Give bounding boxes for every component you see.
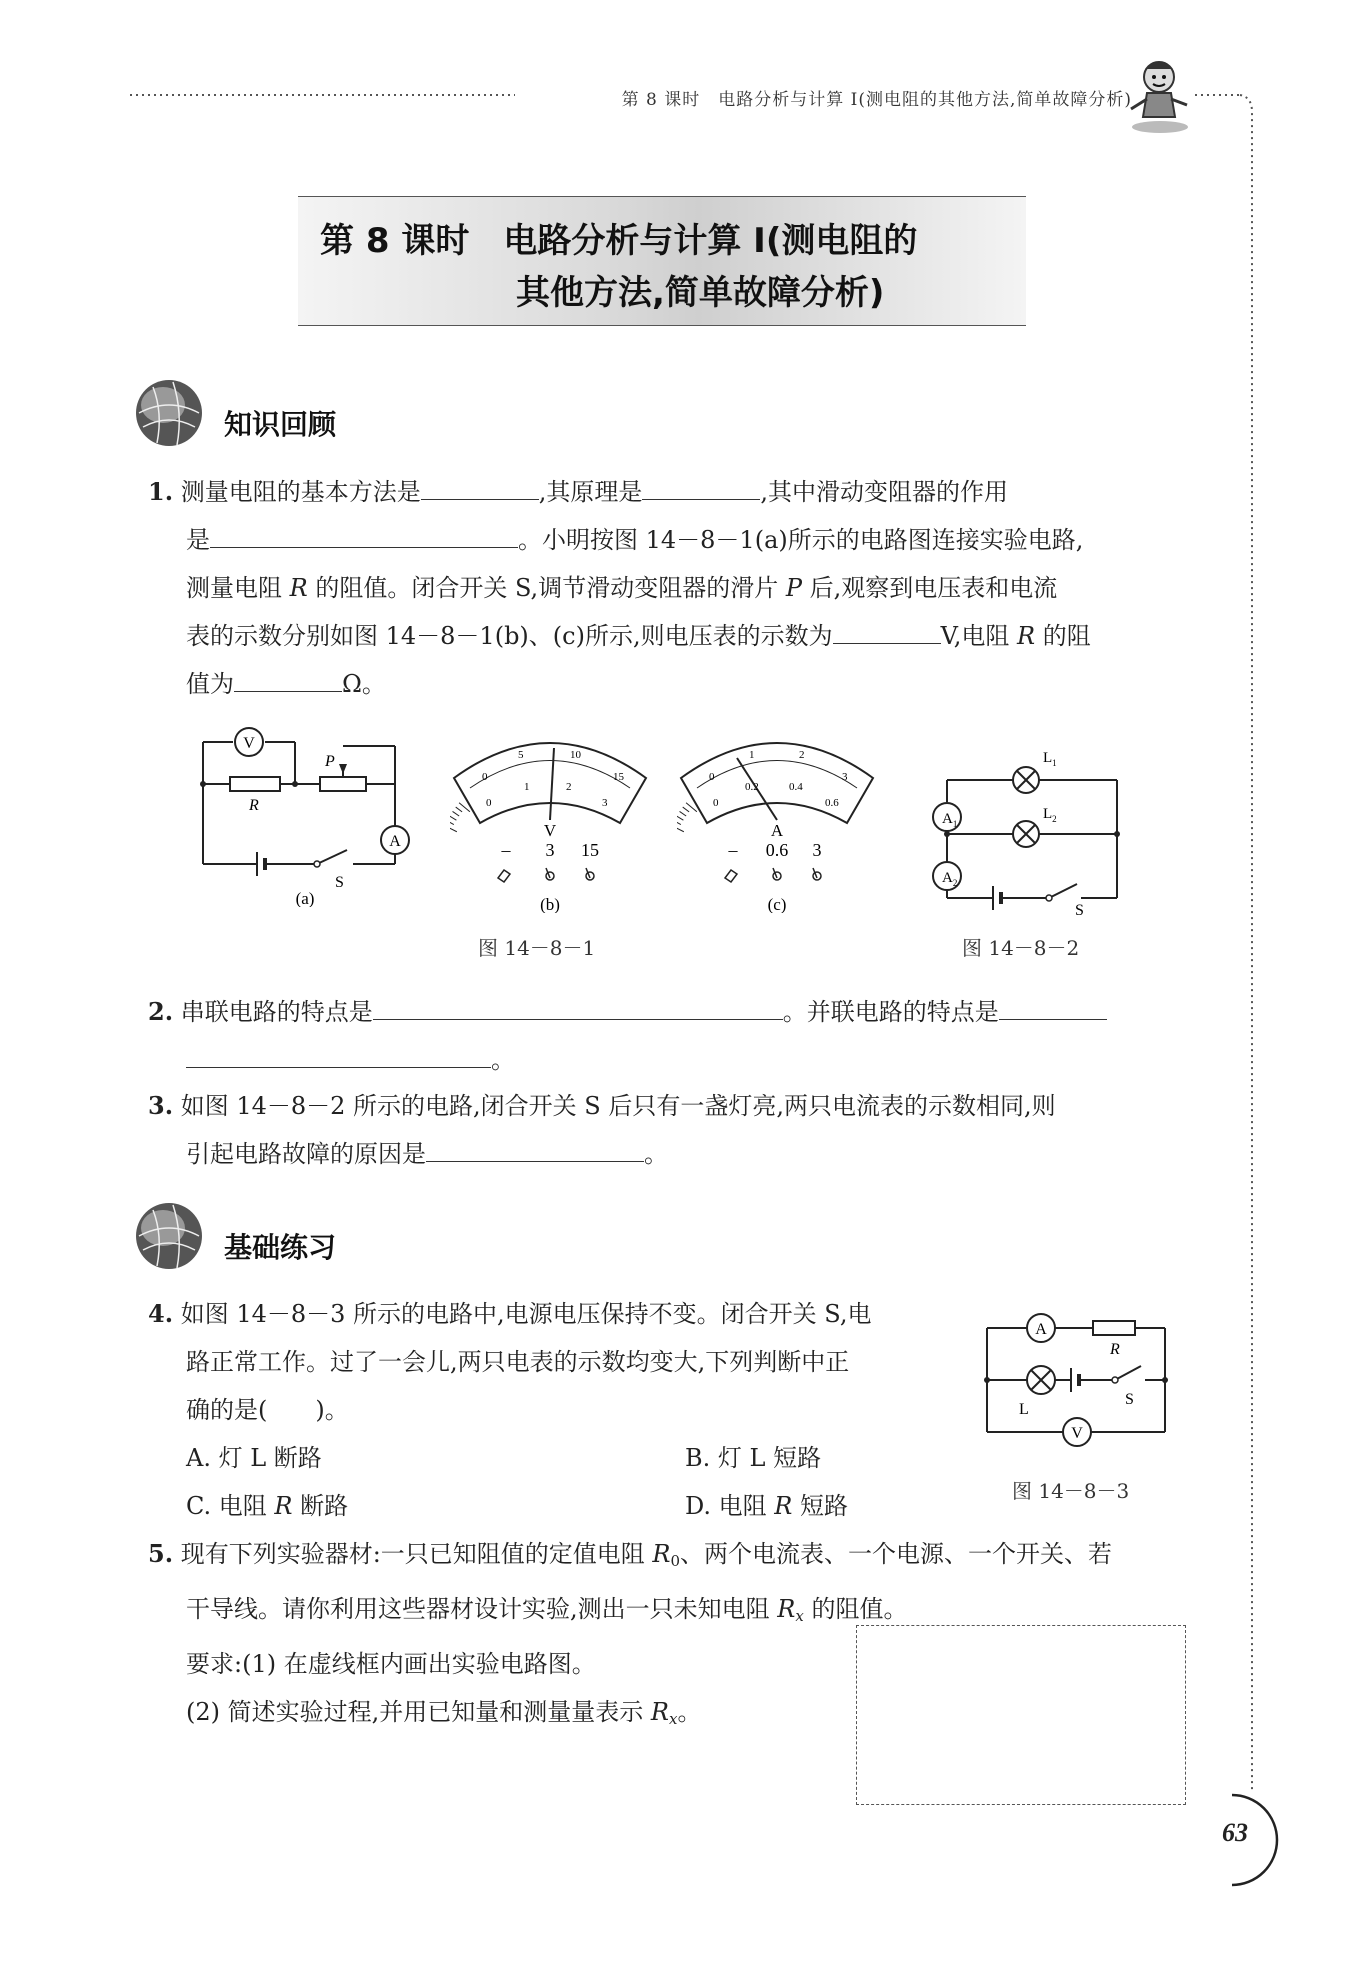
title-line-2: 其他方法,简单故障分析) [516,273,885,313]
fig-label-a: (a) [295,889,315,907]
lamp-l2-label: $L_2$ [1043,806,1057,824]
answer-blank[interactable] [999,989,1107,1020]
voltmeter-bottom-2: 2 [566,781,572,793]
option-c[interactable]: C. 电阻 R 断路 [186,1492,349,1520]
question-1: 1. 测量电阻的基本方法是 ,其原理是 ,其中滑动变阻器的作用 是 。小明按图 14－8－1(a)所示的电路图连接实验电路, 测量电阻 R 的阻值。闭合开关 S,调节滑动变阻器的滑片 P 后,观察到电压表和电流 表的示数分别如图 14－8－1(b)、(c)所示,则电压表的示数为 V,电阻 R 的阻 值为 Ω。 [148,468,1188,708]
question-2: 2. 串联电路的特点是 。并联电路的特点是 。 [148,988,1188,1084]
option-d[interactable]: D. 电阻 R 短路 [685,1492,848,1520]
ammeter-terminal-neg: – [728,840,738,860]
ammeter-top-1: 1 [749,749,755,761]
slider-label: P [325,753,335,770]
answer-blank[interactable] [186,1037,491,1068]
dial-tick [677,821,681,825]
lesson-title [298,196,1026,326]
ammeter-terminal-3: 3 [812,840,822,860]
dial-tick [450,816,456,820]
figure-caption-14-8-2: 图 14－8－2 [962,936,1080,960]
voltmeter-dial [450,728,650,913]
voltmeter-label: V [1071,1425,1083,1442]
voltmeter-top-15: 15 [613,771,624,783]
section-title-review: 知识回顾 [224,408,337,441]
answer-blank[interactable] [210,517,518,548]
dial-tick [677,816,683,820]
voltmeter-terminal-15: 15 [581,840,599,860]
dial-tick [683,807,689,812]
ammeter-a1-label: $A_1$ [942,811,958,829]
voltmeter-top-0: 0 [482,771,488,783]
ammeter-top-3: 3 [842,771,848,783]
running-header: 第 8 课时 电路分析与计算 Ⅰ(测电阻的其他方法,简单故障分析) [621,90,1132,110]
ammeter-label: A [1035,1321,1047,1338]
voltmeter-top-5: 5 [518,749,524,761]
resistor-label: R [249,797,259,814]
ammeter-top-0: 0 [709,771,715,783]
circuit-diagram-a [195,722,420,907]
dial-tick [453,811,460,816]
globe-icon [133,1200,205,1276]
answer-blank[interactable] [234,661,342,692]
ammeter-bottom-04: 0.4 [789,781,803,793]
ammeter-dial [677,728,877,913]
circuit-diagram-14-8-2 [925,740,1130,915]
answer-blank[interactable] [373,989,783,1020]
option-b[interactable]: B. 灯 L 短路 [685,1444,822,1472]
voltmeter-top-10: 10 [570,749,581,761]
lamp-label: L [1019,1401,1029,1418]
answer-blank[interactable] [833,613,941,644]
dial-tick [677,826,684,832]
ammeter-bottom-02: 0.2 [745,781,759,793]
answer-blank[interactable] [426,1131,644,1162]
figure-caption-14-8-3: 图 14－8－3 [1012,1479,1130,1503]
dial-tick [456,807,462,812]
switch-label: S [1125,1391,1134,1408]
lamp-l1-label: $L_1$ [1043,750,1057,768]
question-4: 4. 如图 14－8－3 所示的电路中,电源电压保持不变。闭合开关 S,电 路正常工作。过了一会儿,两只电表的示数均变大,下列判断中正 确的是( )。 A. 灯 L 断路 B. 灯 L 短路 C. 电阻 R 断路 D. 电阻 R 短路 [148,1290,968,1530]
ammeter-bottom-06: 0.6 [825,797,839,809]
voltmeter-bottom-3: 3 [602,797,608,809]
circuit-diagram-14-8-3 [975,1310,1175,1460]
ammeter-bottom-0: 0 [713,797,719,809]
switch-label: S [1075,902,1084,915]
mascot-icon [1125,55,1195,139]
voltmeter-bottom-0: 0 [486,797,492,809]
voltmeter-label: V [243,735,255,752]
voltmeter-bottom-1: 1 [524,781,530,793]
globe-icon [133,377,205,453]
dial-tick [450,821,454,825]
question-5: 5. 现有下列实验器材:一只已知阻值的定值电阻 $R_0$、两个电流表、一个电源、一个开关、若 干导线。请你利用这些器材设计实验,测出一只未知电阻 $R_x$ 的阻值。 要求:(1) 在虚线框内画出实验电路图。 (2) 简述实验过程,并用已知量和测量量表示 $R_x$。 [148,1539,1113,1728]
page-number: 63 [1222,1818,1248,1847]
title-line-1: 第 8 课时 电路分析与计算 Ⅰ(测电阻的 [320,221,918,261]
section-title-practice: 基础练习 [224,1231,337,1264]
ammeter-label: A [389,833,401,850]
voltmeter-terminal-3: 3 [545,840,555,860]
ammeter-terminal-06: 0.6 [765,840,789,860]
question-3: 3. 如图 14－8－2 所示的电路,闭合开关 S 后只有一盏灯亮,两只电流表的示数相同,则 引起电路故障的原因是 。 [148,1091,1056,1168]
voltmeter-terminal-neg: – [501,840,511,860]
fig-label-b: (b) [540,895,560,913]
voltmeter-unit: V [543,821,557,840]
dial-tick [680,811,687,816]
dial-tick [450,826,457,832]
answer-blank[interactable] [642,469,760,500]
resistor-label: R [1110,1341,1120,1358]
ammeter-unit: A [770,821,784,840]
figure-caption-14-8-1: 图 14－8－1 [478,936,596,960]
ammeter-top-2: 2 [799,749,805,761]
ammeter-a2-label: $A_2$ [942,870,958,888]
fig-label-c: (c) [767,895,787,913]
answer-blank[interactable] [421,469,539,500]
option-a[interactable]: A. 灯 L 断路 [186,1444,322,1472]
switch-label: S [335,874,344,891]
circuit-drawing-box[interactable] [856,1625,1186,1805]
